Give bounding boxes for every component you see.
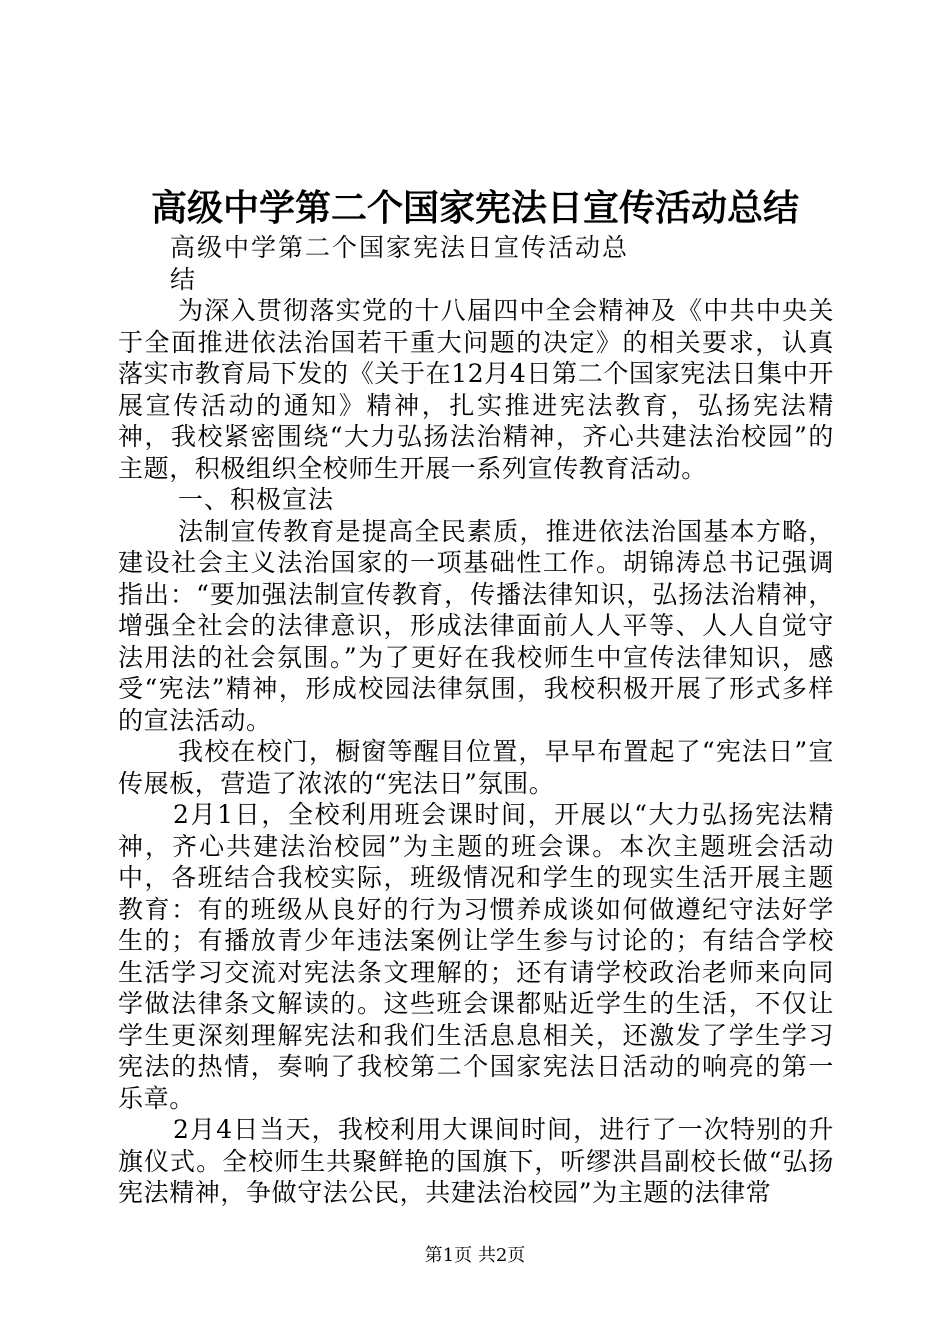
document-body xyxy=(118,232,834,1209)
document-subtitle: 高级中学第二个国家宪法日宣传活动总结 xyxy=(170,233,630,294)
paragraph-class-meeting: 2月1日，全校利用班会课时间，开展以“大力弘扬宪法精神，齐心共建法治校园”为主题的班会课。本次主题班会活动中，各班结合我校实际，班级情况和学生的现实生活开展主题教育：有的班级从良好的行为习惯养成谈如何做遵纪守法好学生的；有播放青少年违法案例让学生参与讨论的；有结合学校生活学习交流对宪法条文理解的；还有请学校政治老师来向同学做法律条文解读的。这些班会课都贴近学生的生活，不仅让学生更深刻理解宪法和我们生活息息相关，还激发了学生学习宪法的热情，奏响了我校第二个国家宪法日活动的响亮的第一乐章。 xyxy=(118,800,834,1113)
page-title: 高级中学第二个国家宪法日宣传活动总结 xyxy=(150,187,799,229)
paragraph-display-boards: 我校在校门，橱窗等醒目位置，早早布置起了“宪法日”宣传展板，营造了浓浓的“宪法日”氛围。 xyxy=(118,737,834,798)
section-heading: 一、积极宣法 xyxy=(178,485,335,514)
paragraph-flag-ceremony: 2月4日当天，我校利用大课间时间，进行了一次特别的升旗仪式。全校师生共聚鲜艳的国旗下，听缪洪昌副校长做“弘扬宪法精神，争做守法公民，共建法治校园”为主题的法律常 xyxy=(118,1115,834,1207)
paragraph-legal-education: 法制宣传教育是提高全民素质，推进依法治国基本方略，建设社会主义法治国家的一项基础性工作。胡锦涛总书记强调指出：“要加强法制宣传教育，传播法律知识，弘扬法治精神，增强全社会的法律意识，形成法律面前人人平等、人人自觉守法用法的社会氛围。”为了更好在我校师生中宣传法律知识，感受“宪法”精神，形成校园法律氛围，我校积极开展了形式多样的宣法活动。 xyxy=(118,516,834,735)
page-footer: 第1页 共2页 xyxy=(424,1245,526,1266)
paragraph-intro: 为深入贯彻落实党的十八届四中全会精神及《中共中央关于全面推进依法治国若干重大问题的决定》的相关要求，认真落实市教育局下发的《关于在12月4日第二个国家宪法日集中开展宣传活动的通知》精神，扎实推进宪法教育，弘扬宪法精神，我校紧密围绕“大力弘扬法治精神，齐心共建法治校园”的主题，积极组织全校师生开展一系列宣传教育活动。 xyxy=(118,296,834,483)
